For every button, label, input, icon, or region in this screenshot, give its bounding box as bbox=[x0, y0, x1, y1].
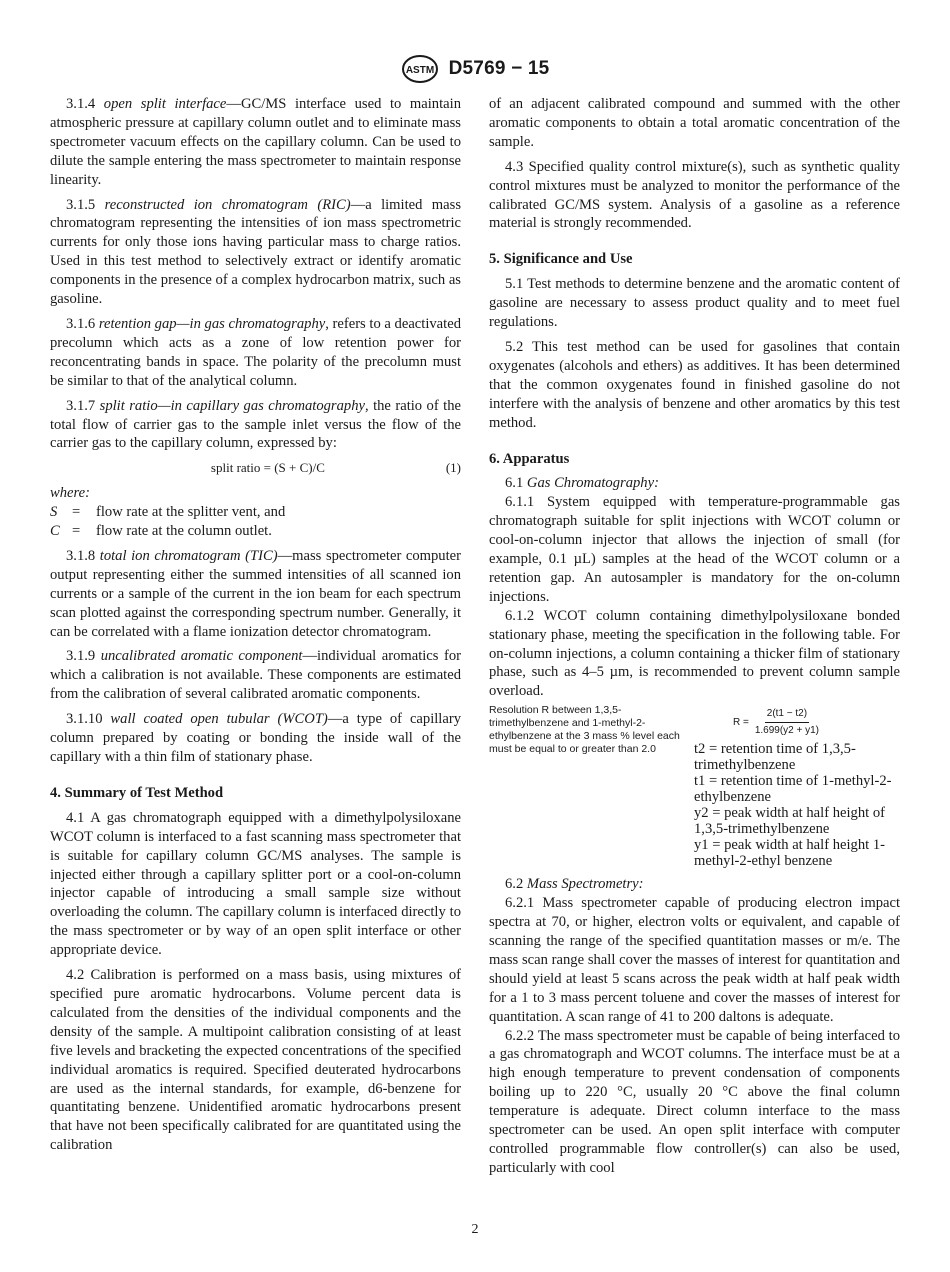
left-column bbox=[50, 95, 461, 1155]
resolution-label: Resolution R between 1,3,5-trimethylbenzene and 1-methyl-2-ethylbenzene at the 3 mass % level each must be equal to or greater than 2.0 bbox=[489, 704, 680, 756]
right-column bbox=[489, 95, 900, 1178]
section-heading-4: 4. Summary of Test Method bbox=[50, 784, 224, 801]
para-6-2: 6.2 Mass Spectrometry: bbox=[505, 876, 644, 893]
para-3-1-4: 3.1.4 open split interface—GC/MS interface used to maintain atmospheric pressure at capillary column outlet and to eliminate mass spectrometer vacuum effects on the capillary column. Can be used to dilute the sample entering the mass spectrometer to maintain response linearity. bbox=[50, 96, 461, 188]
astm-logo-icon bbox=[401, 54, 439, 84]
where-label: where: bbox=[50, 485, 90, 502]
equation-1 bbox=[50, 459, 461, 478]
para-4-3: 4.3 Specified quality control mixture(s), such as synthetic quality control mixtures must be analyzed to monitor the performance of the calibrated GC/MS system. Analysis of a gasoline as a reference material is strongly recommended. bbox=[489, 158, 900, 232]
svg-text:ASTM: ASTM bbox=[405, 65, 434, 76]
para-3-1-6: 3.1.6 retention gap—in gas chromatography, refers to a deactivated precolumn which acts as a zone of low retention power for reconcentrating bands in space. The polarity of the precolumn must be similar to that of the analytical column. bbox=[50, 315, 461, 389]
para-3-1-8: 3.1.8 total ion chromatogram (TIC)—mass spectrometer computer output representing either the summed intensities of all scanned ion currents or a sample of the current in the ion beam for each spectrum scan plotted against the corresponding spectrum number. Generally, it can be correlated with a flame ionization detector chromatogram. bbox=[50, 547, 461, 640]
equation-number: (1) bbox=[445, 460, 461, 476]
para-3-1-5: 3.1.5 reconstructed ion chromatogram (RIC)—a limited mass chromatogram representing the intensities of ion mass spectrometric currents for only those ions having particular mass to charge ratios. Used in this test method to selectively extract or identify aromatic components in the presence of a complex hydrocarbon matrix, such as gasoline. bbox=[50, 196, 461, 308]
para-6-2-2: 6.2.2 The mass spectrometer must be capable of being interfaced to a gas chromatograph and WCOT columns. The interface must be at a high enough temperature to prevent condensation of components boiling up to 220 °C, usually 20 °C above the final column temperature is adequate. Direct column interface to the mass spectrometer can be used. An open split interface with computer controlled programmable flow controller(s) can also be used, particularly with cool bbox=[489, 1027, 900, 1176]
resolution-definition: t2 = retention time of 1,3,5-trimethylbenzene bbox=[694, 741, 856, 774]
page-number: 2 bbox=[471, 1222, 479, 1237]
para-6-1: 6.1 Gas Chromatography: bbox=[505, 475, 659, 492]
para-4-2: 4.2 Calibration is performed on a mass basis, using mixtures of specified pure aromatic hydrocarbons. Volume percent data is calculated from the densities of the individual components and the density of the sample. A multipoint calibration consisting of at least five levels and bracketing the expected concentrations of the specified individual aromatics is required. Specified deuterated hydrocarbons are used as the internal standards, for example, d6-benzene for quantitating benzene. Unidentified aromatic hydrocarbons present that have not been specifically calibrated for are quantitated using the calibration bbox=[50, 967, 461, 1154]
document-id: D5769 − 15 bbox=[448, 58, 550, 79]
para-4-2-continued: of an adjacent calibrated compound and summed with the other aromatic components to obtain a total aromatic concentration of the sample. bbox=[489, 96, 900, 150]
para-4-1: 4.1 A gas chromatograph equipped with a dimethylpolysiloxane WCOT column is interfaced to a fast scanning mass spectrometer that is suitable for capillary column GC/MS analyses. The sample is injected either through a capillary splitter port or a cool-on-column injector capable of introducing a small sample size without overloading the column. The capillary column is interfaced directly to the mass spectrometer or by way of an open split interface or other appropriate device. bbox=[50, 809, 461, 959]
para-6-1-2: 6.1.2 WCOT column containing dimethylpolysiloxane bonded stationary phase, meeting the specification in the following table. For on-column injections, a column containing a thicker film of stationary phase, such as 4–5 µm, is recommended to prevent column sample overload. bbox=[489, 607, 900, 700]
page-header bbox=[0, 54, 950, 84]
equation-formula: split ratio = (S + C)/C bbox=[210, 460, 325, 476]
resolution-formula: R = $\frac{2(t1 - t2)}{1.699(y2 + y1)}$ bbox=[732, 708, 820, 737]
section-heading-6: 6. Apparatus bbox=[489, 450, 570, 467]
section-heading-5: 5. Significance and Use bbox=[489, 251, 633, 268]
resolution-spec-table bbox=[489, 704, 900, 869]
para-6-2-1: 6.2.1 Mass spectrometer capable of producing electron impact spectra at 70, or higher, electron volts or equivalent, and capable of scanning the range of the specified quantitation masses or m/e. The mass scan range shall cover the masses of interest for quantitation and should yield at least 5 scans across the peak width at half peak width for a 1 to 3 mass percent toluene and cover the masses of interest for quantitation. A scan range of 41 to 200 daltons is adequate. bbox=[489, 895, 900, 1025]
resolution-definition: y1 = peak width at half height 1-methyl-2-ethyl benzene bbox=[694, 837, 886, 870]
resolution-definition: y2 = peak width at half height of 1,3,5-trimethylbenzene bbox=[694, 805, 886, 838]
definition-row: S = flow rate at the splitter vent, and bbox=[50, 504, 286, 521]
resolution-formula-block bbox=[694, 704, 900, 869]
definition-row: C = flow rate at the column outlet. bbox=[50, 523, 272, 540]
para-5-1: 5.1 Test methods to determine benzene and the aromatic content of gasoline are necessary to assess product quality and to meet fuel regulations. bbox=[489, 276, 900, 331]
para-6-1-1: 6.1.1 System equipped with temperature-programmable gas chromatograph suitable for split injections with WCOT column or cool-on-column injector that allows the injection of small (for example, 0.1 µL) samples at the head of the WCOT column or a retention gap. An autosampler is mandatory for the on-column injections. bbox=[489, 494, 900, 605]
para-3-1-10: 3.1.10 wall coated open tubular (WCOT)—a type of capillary column prepared by coating or bonding the inside wall of the capillary with a thin film of stationary phase. bbox=[50, 711, 461, 765]
para-3-1-7: 3.1.7 split ratio—in capillary gas chromatography, the ratio of the total flow of carrier gas to the sample inlet versus the flow of the carrier gas to the capillary column, expressed by: bbox=[50, 397, 461, 452]
resolution-definition: t1 = retention time of 1-methyl-2-ethylbenzene bbox=[694, 773, 892, 806]
para-5-2: 5.2 This test method can be used for gasolines that contain oxygenates (alcohols and ethers) as additives. It has been determined that the common oxygenates found in finished gasoline do not interfere with the analysis of benzene and other aromatics by this test method. bbox=[489, 338, 900, 431]
para-3-1-9: 3.1.9 uncalibrated aromatic component—individual aromatics for which a calibration is not available. These components are estimated from the calibration of several calibrated aromatic components. bbox=[50, 648, 461, 703]
